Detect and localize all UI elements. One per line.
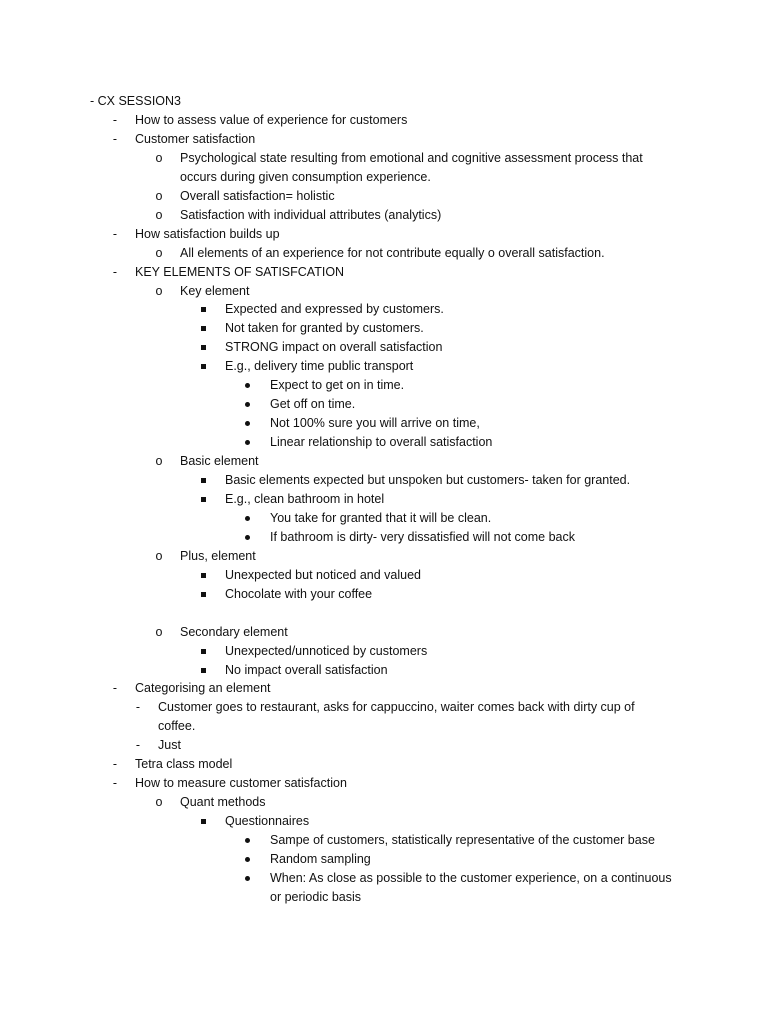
outline-line: Chocolate with your coffee bbox=[225, 586, 373, 601]
dot-bullet-icon bbox=[240, 414, 254, 426]
outline-line: You take for granted that it will be clean. bbox=[270, 510, 492, 525]
outline-line: Secondary element bbox=[180, 624, 288, 639]
outline-line: Customer satisfaction bbox=[135, 131, 256, 146]
outline-line: If bathroom is dirty- very dissatisfied will not come back bbox=[270, 529, 575, 544]
outline-line: Satisfaction with individual attributes (analytics) bbox=[180, 207, 442, 222]
square-bullet-icon bbox=[196, 490, 210, 502]
square-bullet-icon bbox=[196, 300, 210, 312]
outline-line: Unexpected/unnoticed by customers bbox=[225, 643, 428, 658]
document-heading: - CX SESSION3 bbox=[90, 94, 181, 108]
circle-bullet: o bbox=[155, 548, 163, 563]
outline-line: How satisfaction builds up bbox=[135, 226, 280, 241]
dash-bullet: - bbox=[112, 112, 118, 127]
square-bullet-icon bbox=[196, 357, 210, 369]
outline-line: Customer goes to restaurant, asks for cappuccino, waiter comes back with dirty cup of bbox=[158, 700, 635, 715]
circle-bullet: o bbox=[155, 795, 163, 810]
square-bullet-icon bbox=[196, 812, 210, 824]
circle-bullet: o bbox=[155, 188, 163, 203]
circle-bullet: o bbox=[155, 245, 163, 260]
outline-line: KEY ELEMENTS OF SATISFCATION bbox=[135, 264, 345, 279]
outline-line: How to measure customer satisfaction bbox=[135, 776, 347, 791]
dot-bullet-icon bbox=[240, 509, 254, 521]
dot-bullet-icon bbox=[240, 433, 254, 445]
circle-bullet: o bbox=[155, 454, 163, 469]
outline-line: Psychological state resulting from emotional and cognitive assessment process that bbox=[180, 150, 643, 165]
outline-line: Expected and expressed by customers. bbox=[225, 302, 444, 317]
outline-line: Linear relationship to overall satisfaction bbox=[270, 435, 493, 450]
outline-line: All elements of an experience for not contribute equally o overall satisfaction. bbox=[180, 245, 605, 260]
outline-line: Plus, element bbox=[180, 548, 256, 563]
outline-line: occurs during given consumption experience. bbox=[180, 169, 431, 184]
square-bullet-icon bbox=[196, 585, 210, 597]
square-bullet-icon bbox=[196, 566, 210, 578]
circle-bullet: o bbox=[155, 283, 163, 298]
outline-line: Questionnaires bbox=[225, 814, 310, 829]
outline-line: Not taken for granted by customers. bbox=[225, 321, 424, 336]
outline-line: Sampe of customers, statistically representative of the customer base bbox=[270, 833, 655, 848]
outline-line: Expect to get on in time. bbox=[270, 378, 405, 393]
outline-line: Key element bbox=[180, 283, 250, 298]
outline-line: Unexpected but noticed and valued bbox=[225, 567, 421, 582]
dot-bullet-icon bbox=[240, 831, 254, 843]
dot-bullet-icon bbox=[240, 869, 254, 881]
outline-line: Get off on time. bbox=[270, 397, 356, 412]
square-bullet-icon bbox=[196, 338, 210, 350]
outline-line: Not 100% sure you will arrive on time, bbox=[270, 416, 480, 431]
circle-bullet: o bbox=[155, 207, 163, 222]
dot-bullet-icon bbox=[240, 528, 254, 540]
outline-line: Quant methods bbox=[180, 795, 266, 810]
outline-line: When: As close as possible to the customer experience, on a continuous bbox=[270, 870, 672, 885]
outline-line: coffee. bbox=[158, 719, 196, 734]
dash-bullet: - bbox=[112, 681, 118, 696]
dash-bullet: - bbox=[135, 700, 141, 715]
circle-bullet: o bbox=[155, 624, 163, 639]
dot-bullet-icon bbox=[240, 395, 254, 407]
dash-bullet: - bbox=[112, 264, 118, 279]
outline-line: How to assess value of experience for customers bbox=[135, 112, 408, 127]
outline-line: Overall satisfaction= holistic bbox=[180, 188, 335, 203]
square-bullet-icon bbox=[196, 642, 210, 654]
dash-bullet: - bbox=[112, 131, 118, 146]
dash-bullet: - bbox=[112, 226, 118, 241]
outline-line: No impact overall satisfaction bbox=[225, 662, 388, 677]
outline-line: Categorising an element bbox=[135, 681, 271, 696]
outline-line: Basic elements expected but unspoken but customers- taken for granted. bbox=[225, 473, 631, 487]
outline-line: Just bbox=[158, 738, 181, 753]
dot-bullet-icon bbox=[240, 850, 254, 862]
square-bullet-icon bbox=[196, 471, 210, 483]
outline-line: STRONG impact on overall satisfaction bbox=[225, 340, 443, 355]
outline-line: E.g., clean bathroom in hotel bbox=[225, 491, 385, 506]
square-bullet-icon bbox=[196, 661, 210, 673]
dot-bullet-icon bbox=[240, 376, 254, 388]
outline-line: Basic element bbox=[180, 454, 259, 469]
outline-line: Random sampling bbox=[270, 852, 371, 866]
outline-line: E.g., delivery time public transport bbox=[225, 359, 414, 374]
square-bullet-icon bbox=[196, 319, 210, 331]
outline-line: Tetra class model bbox=[135, 757, 233, 772]
circle-bullet: o bbox=[155, 150, 163, 165]
dash-bullet: - bbox=[135, 738, 141, 753]
outline-line: or periodic basis bbox=[270, 889, 362, 904]
dash-bullet: - bbox=[112, 776, 118, 791]
dash-bullet: - bbox=[112, 757, 118, 772]
